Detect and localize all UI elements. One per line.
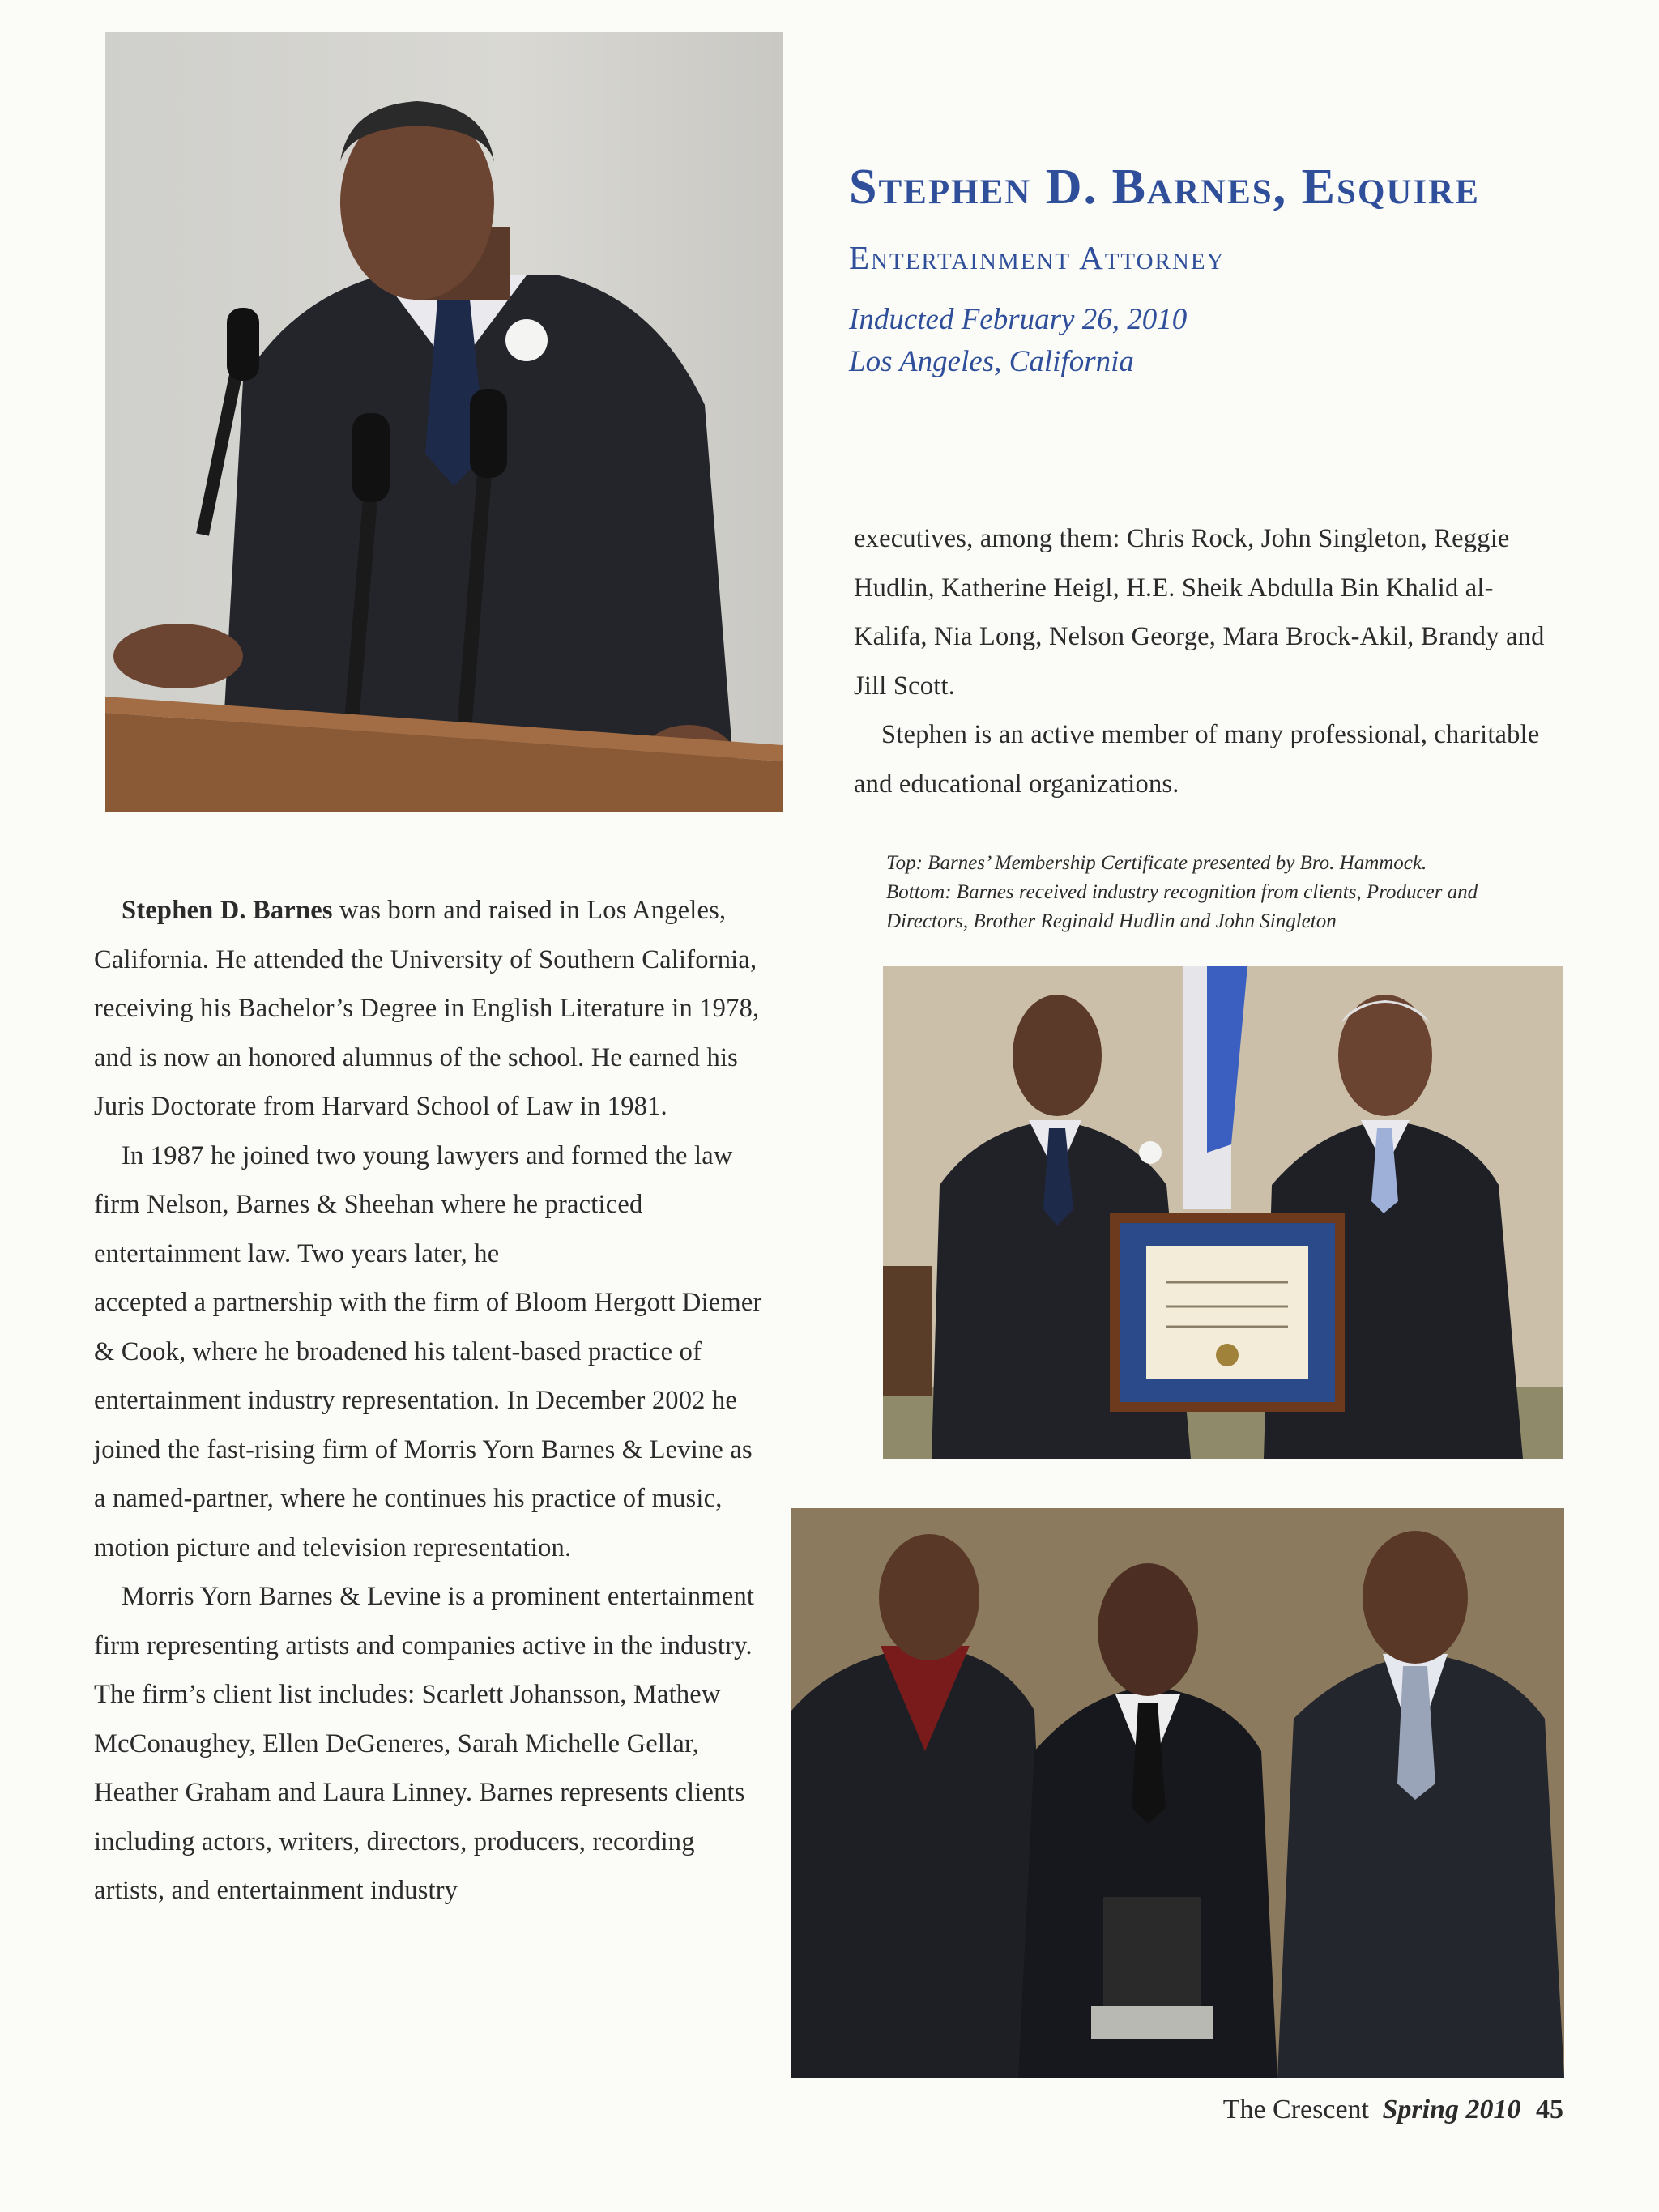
paragraph-text: was born and raised in Los Angeles, California. He attended the University of Southern California, receiving his Bachelor’s Degree in English Literature in 1978, and is now an honored alumnus of the school. He earned his Juris Doctorate from Harvard School of Law in 1981.: [94, 896, 760, 1121]
induction-details: [849, 299, 1627, 383]
certificate-photo: [883, 966, 1563, 1459]
right-column-text: [854, 514, 1550, 808]
inductee-name: Stephen D. Barnes, Esquire: [849, 160, 1480, 215]
body-paragraph: Morris Yorn Barnes & Levine is a prominent entertainment firm representing artists and companies active in the industry. The firm’s client list includes: Scarlett Johansson, Mathew McConaughey, Ellen DeGeneres, Sarah Michelle Gellar, Heather Graham and Laura Linney. Barnes represents clients including actors, writers, directors, producers, recording artists, and entertainment industry: [94, 1582, 755, 1905]
article-header: [849, 162, 1627, 383]
induction-date: Inducted February 26, 2010: [849, 303, 1188, 336]
lead-name: Stephen D. Barnes: [122, 896, 333, 925]
issue-label: Spring 2010: [1382, 2095, 1521, 2125]
photo-caption: [886, 849, 1550, 936]
page-footer: [1223, 2095, 1563, 2125]
body-paragraph: Stephen is an active member of many professional, charitable and educational organizations.: [854, 720, 1540, 799]
body-paragraph: accepted a partnership with the firm of Bloom Hergott Diemer & Cook, where he broadened his talent-based practice of entertainment industry representation. In December 2002 he joined the fast-rising firm of Morris Yorn Barnes & Levine as a named-partner, where he continues his practice of music, motion picture and television representation.: [94, 1288, 762, 1562]
body-paragraph: executives, among them: Chris Rock, John Singleton, Reggie Hudlin, Katherine Heigl, H.E. Sheik Abdulla Bin Khalid al-Kalifa, Nia Long, Nelson George, Mara Brock-Akil, Brandy and Jill Scott.: [854, 524, 1545, 701]
inductee-role: Entertainment Attorney: [849, 239, 1226, 276]
page-number: 45: [1536, 2095, 1563, 2125]
induction-location: Los Angeles, California: [849, 345, 1134, 378]
body-paragraph: In 1987 he joined two young lawyers and formed the law firm Nelson, Barnes & Sheehan where he practiced entertainment law. Two years later, he: [94, 1140, 733, 1268]
award-group-photo: [791, 1508, 1564, 2078]
speaker-photo: [105, 32, 783, 812]
caption-top: Top: Barnes’ Membership Certificate presented by Bro. Hammock.: [886, 852, 1427, 874]
left-column-text: [94, 886, 766, 1916]
caption-bottom: Bottom: Barnes received industry recognition from clients, Producer and Directors, Brother Reginald Hudlin and John Singleton: [886, 881, 1478, 932]
publication-name: The Crescent: [1222, 2095, 1369, 2125]
body-paragraph: [94, 886, 766, 1132]
